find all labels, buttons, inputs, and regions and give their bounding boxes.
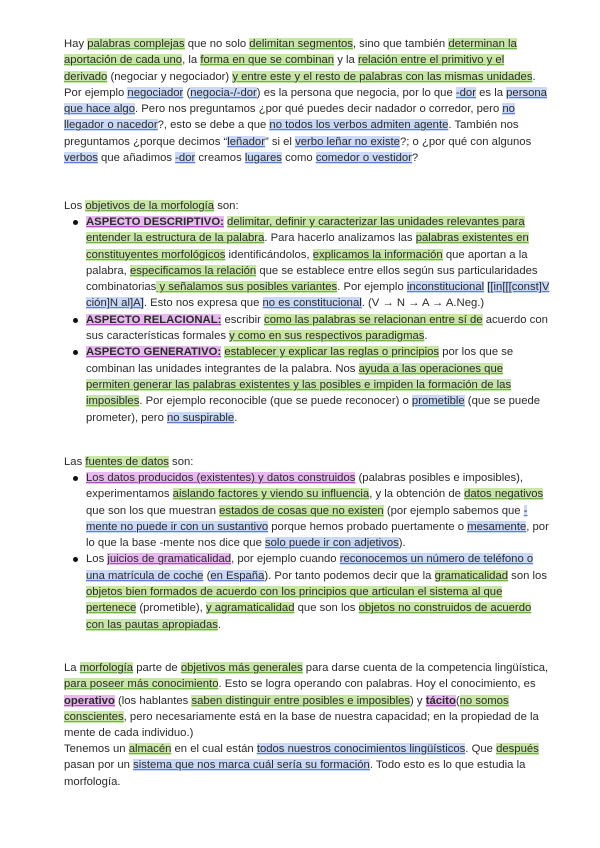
text-run: que se establece entre ellos según sus particularidades combinatorias — [86, 264, 538, 294]
data-source-item — [64, 551, 550, 632]
highlighted-text: -mente no puede ir con un sustantivo — [86, 504, 528, 533]
bold-highlighted-term: tácito — [425, 694, 456, 707]
text-run: escribir — [221, 313, 265, 326]
highlighted-text: comedor o vestidor — [315, 152, 412, 165]
highlighted-text: como las palabras se relacionan entre sí de — [264, 313, 483, 326]
highlighted-text: no somos conscientes — [64, 694, 509, 723]
highlighted-text: no todos los verbos admiten agente — [269, 119, 449, 132]
highlighted-text: almacén — [128, 743, 172, 755]
text-run: , sino que también — [352, 38, 449, 50]
highlighted-text: estados de cosas que no existen — [219, 504, 384, 517]
highlighted-text: A — [133, 297, 141, 310]
highlighted-text: y señalamos sus posibles variantes — [156, 281, 338, 294]
text-run: . Todo esto es lo que estudia la morfología. — [64, 759, 526, 788]
highlighted-text: explicamos la información — [312, 248, 443, 261]
objective-item — [64, 214, 550, 312]
highlighted-text: [[in[[[const] — [487, 281, 542, 294]
highlighted-text: ayuda a las operaciones que permiten generar las palabras existentes y las posibles e impiden la formación de las imposibles — [86, 362, 512, 408]
text-run: ) es la persona que negocia, por lo que — [256, 86, 456, 99]
text-run: . Para hacerlo analizamos las — [264, 232, 416, 245]
text-run: por los que se combinan las unidades integrantes de la palabra. Nos — [86, 346, 514, 375]
text-run: ( — [455, 694, 460, 707]
highlighted-text: y agramaticalidad — [205, 602, 295, 615]
highlighted-text: mesamente — [467, 520, 527, 533]
bold-highlighted-term: ASPECTO RELACIONAL: — [86, 313, 222, 326]
text-run: (que se puede prometer), pero — [86, 395, 541, 424]
text-run: . Esto se logra operando con palabras. Hoy el conocimiento, es — [218, 678, 536, 691]
text-run: es la — [475, 86, 507, 99]
highlighted-text: gramaticalidad — [434, 569, 509, 582]
highlighted-text: datos negativos — [464, 488, 544, 501]
text-run: como — [281, 152, 316, 165]
text-run: , por ejemplo cuando — [231, 553, 340, 566]
text-run: que no solo — [184, 38, 250, 50]
highlighted-text: delimitan segmentos — [249, 38, 353, 50]
paragraph-lexicon-storage — [64, 741, 550, 790]
highlighted-text: relación entre el primitivo y el derivado — [64, 54, 505, 83]
text-run: La — [64, 662, 80, 674]
text-run: para darse cuenta de la competencia lingüística, — [302, 662, 549, 674]
highlighted-text: -dor — [455, 86, 476, 99]
text-run: . Por ejemplo — [337, 281, 407, 294]
text-run: son los — [508, 569, 547, 582]
highlighted-text: fuentes de datos — [85, 456, 169, 468]
text-run: , por lo que la base -mente nos dice que — [86, 520, 549, 550]
highlighted-text: después — [496, 743, 539, 755]
text-run: . También nos preguntamos ¿porque decimos “ — [64, 119, 519, 148]
text-run: y la — [334, 54, 358, 67]
highlighted-text: inconstitucional — [406, 281, 485, 294]
highlighted-text: -dor — [175, 152, 196, 165]
text-run: Los — [86, 553, 108, 566]
text-run: identificándolos, — [225, 248, 313, 261]
text-run: en el cual están — [171, 743, 257, 755]
highlighted-text: determinan la aportación de cada uno — [64, 38, 517, 67]
text-run: . Esto nos expresa que — [143, 297, 263, 310]
text-run: Los — [64, 200, 86, 212]
bold-highlighted-term: ASPECTO DESCRIPTIVO: — [86, 216, 224, 228]
text-run: . Pero nos preguntamos ¿por qué puedes decir nadador o corredor, pero — [134, 103, 503, 116]
highlighted-text: prometible — [411, 395, 465, 408]
text-run: . Por ejemplo reconocible (que se puede reconocer) o — [139, 395, 412, 408]
highlighted-text: N — [109, 297, 119, 310]
text-run: ?, esto se debe a que — [157, 119, 270, 132]
text-run: ? — [411, 152, 419, 165]
highlighted-text: verbo leñar no existe — [295, 135, 400, 148]
text-run: ( — [183, 86, 191, 99]
highlighted-text: lugares — [244, 152, 282, 165]
highlighted-text: persona que hace algo — [64, 86, 547, 116]
data-source-item — [64, 470, 550, 551]
highlighted-text: no es constitucional — [262, 297, 362, 310]
text-run: ) y — [410, 694, 426, 707]
text-run: ). Por tanto podemos decir que la — [264, 569, 435, 582]
highlighted-text: reconocemos un número de teléfono o una matrícula de coche — [86, 553, 534, 582]
bold-highlighted-term: ASPECTO GENERATIVO: — [86, 346, 222, 359]
highlighted-text: morfología — [79, 662, 134, 674]
highlighted-text: Los datos producidos (existentes) y datos construidos — [86, 472, 356, 484]
highlighted-text: palabras existentes en constituyentes morfológicos — [86, 232, 529, 261]
highlighted-text: y entre este y el resto de palabras con las mismas unidades — [232, 70, 533, 83]
text-run: ( — [203, 569, 211, 582]
highlighted-text: solo puede ir con adjetivos — [265, 537, 399, 550]
highlighted-text: sistema que nos marca cuál sería su formación — [133, 759, 370, 772]
paragraph-data-sources-intro — [64, 454, 550, 470]
text-run: son: — [214, 200, 239, 212]
text-run: . (V → N → A → A.Neg.) — [361, 297, 485, 310]
objective-item — [64, 312, 550, 345]
text-run: . Que — [465, 743, 497, 755]
highlighted-text: al] — [118, 297, 134, 310]
text-run: (los hablantes — [114, 694, 192, 707]
highlighted-text: delimitar, definir y caracterizar las unidades relevantes para entender la estructura de la palabra — [86, 216, 525, 245]
data-sources-list — [64, 470, 550, 633]
text-run: Las — [64, 456, 86, 468]
highlighted-text: para poseer más conocimiento — [64, 678, 219, 691]
text-run: (negociar y negociador) — [107, 70, 233, 83]
text-run: (palabras posibles e imposibles), experimentamos — [86, 472, 524, 501]
text-run: . — [234, 411, 238, 424]
highlighted-text: verbos — [64, 152, 98, 165]
text-run: que aportan a la palabra, — [86, 248, 528, 277]
highlighted-text: no llegador o nacedor — [64, 103, 515, 132]
bold-highlighted-term: operativo — [64, 694, 115, 707]
highlighted-text: forma en que se combinan — [200, 54, 335, 67]
paragraph-morphology-competence — [64, 660, 550, 741]
text-run: ?; o ¿por qué con algunos — [399, 135, 532, 148]
paragraph-complex-words — [64, 36, 550, 166]
text-run: acuerdo con sus características formales — [86, 313, 548, 343]
text-run: , y la obtención de — [369, 488, 465, 501]
highlighted-text: leñador — [227, 135, 265, 148]
highlighted-text: V — [541, 281, 550, 294]
text-run: ” si el — [264, 135, 296, 148]
highlighted-text: ] — [140, 297, 144, 310]
text-run: Tenemos un — [64, 743, 129, 755]
text-run: . Por ejemplo — [64, 70, 536, 99]
text-run: Hay — [64, 38, 88, 50]
highlighted-text: todos nuestros conocimientos lingüísticos — [256, 743, 466, 755]
text-run: que son los que muestran — [86, 504, 220, 517]
text-run: . — [217, 618, 222, 631]
highlighted-text: juicios de gramaticalidad — [107, 553, 232, 566]
text-run: parte de — [133, 662, 181, 674]
highlighted-text: en España — [210, 569, 265, 582]
highlighted-text: objetivos más generales — [180, 662, 303, 674]
highlighted-text: y como en sus respectivos paradigmas — [229, 330, 425, 343]
highlighted-text: negocia-/-dor — [190, 86, 257, 99]
highlighted-text: especificamos la relación — [129, 264, 257, 277]
highlighted-text: negociador — [127, 86, 184, 99]
text-run: pasan por un — [64, 759, 134, 772]
text-run: , la — [182, 54, 201, 67]
highlighted-text: saben distinguir entre posibles e imposibles — [191, 694, 411, 707]
text-run: (prometible), — [136, 602, 206, 615]
text-run: creamos — [195, 152, 245, 165]
text-run: ). — [398, 537, 406, 550]
highlighted-text: no suspirable — [167, 411, 235, 424]
text-run: que son los — [294, 602, 359, 615]
highlighted-text: aislando factores y viendo su influencia — [172, 488, 370, 501]
highlighted-text: objetos bien formados de acuerdo con los principios que articulan el sistema al que pertenece — [86, 586, 503, 615]
highlighted-text: establecer y explicar las reglas o principios — [224, 346, 440, 359]
highlighted-text: palabras complejas — [87, 38, 185, 50]
highlighted-text: objetos no construidos de acuerdo con las pautas apropiadas — [86, 602, 532, 631]
highlighted-text: ción] — [86, 297, 110, 310]
text-run: (por ejemplo sabemos que — [383, 504, 524, 517]
text-run: porque hemos probado puertamente o — [268, 520, 468, 533]
objective-item — [64, 344, 550, 425]
highlighted-text: objetivos de la morfología — [85, 200, 215, 212]
text-run: son: — [168, 456, 194, 468]
text-run: que añadimos — [97, 152, 176, 165]
text-run: . — [424, 330, 428, 343]
objectives-list — [64, 214, 550, 426]
paragraph-objectives-intro — [64, 198, 550, 214]
text-run: , pero necesariamente está en la base de nuestra capacidad; en la propiedad de la mente de cada individuo.) — [64, 710, 539, 740]
